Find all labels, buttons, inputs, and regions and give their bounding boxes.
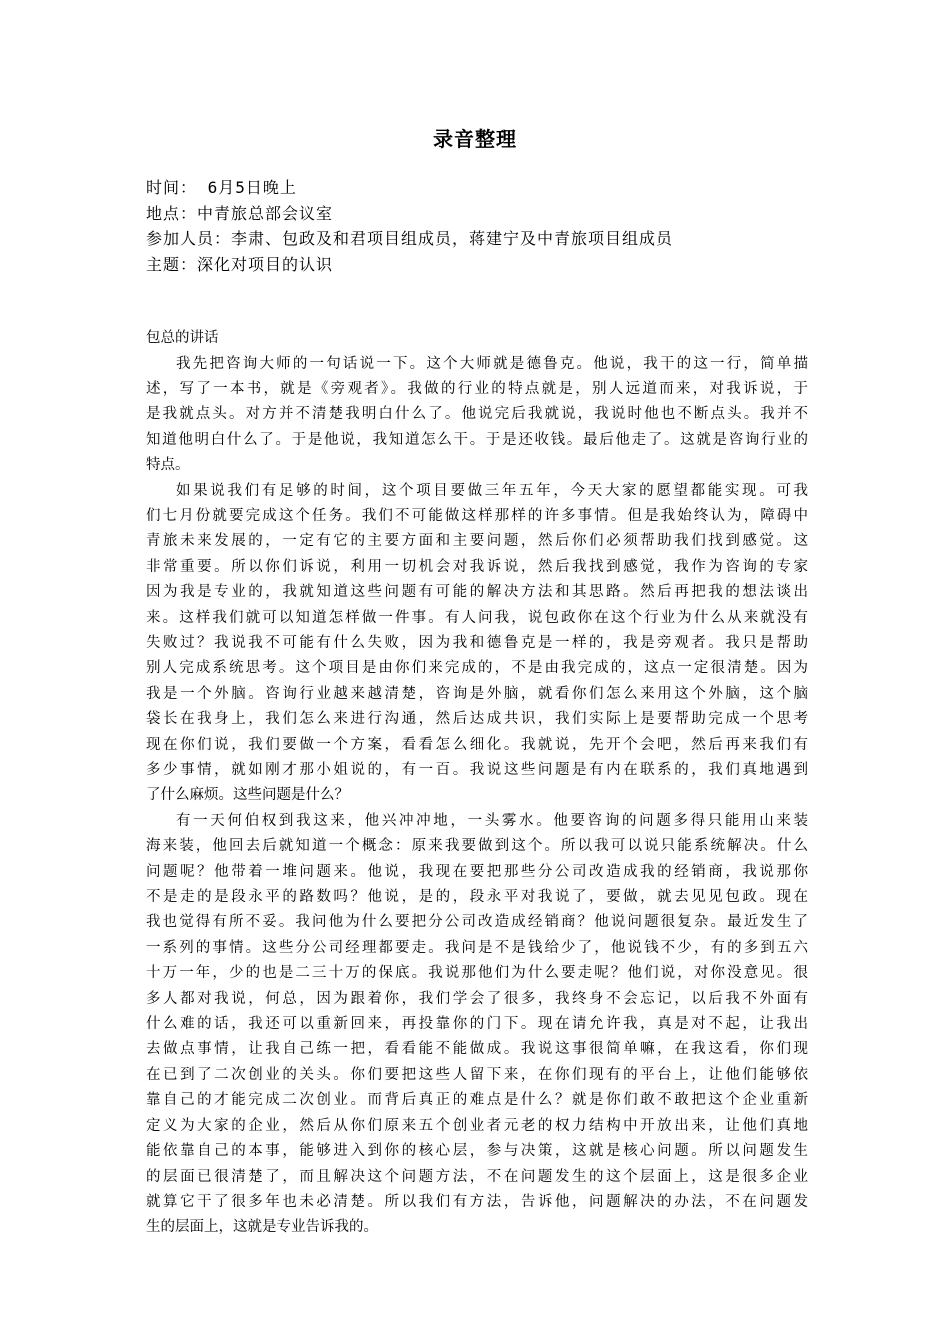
text-line: 在已到了二次创业的关头。你们要把这些人留下来，在你们现有的平台上，让他们能够依: [146, 1066, 808, 1083]
text-line: 靠自己的才能完成二次创业。而背后真正的难点是什么？就是你们敢不敢把这个企业重新: [146, 1092, 808, 1109]
meeting-location: 地点：中青旅总部会议室: [146, 203, 334, 223]
text-line: 生的层面上，这就是专业告诉我的。: [146, 1219, 378, 1236]
meeting-topic: 主题：深化对项目的认识: [146, 254, 334, 274]
paragraph-2: [146, 479, 808, 809]
text-line: 青旅未来发展的，一定有它的主要方面和主要问题，然后你们必须帮助我们找到感觉。这: [146, 533, 808, 550]
text-line: 别人完成系统思考。这个项目是由你们来完成的，不是由我完成的，这点一定很清楚。因为: [146, 660, 808, 677]
text-line: 多人都对我说，何总，因为跟着你，我们学会了很多，我终身不会忘记，以后我不外面有: [146, 990, 808, 1007]
text-line: 一系列的事情。这些分公司经理都要走。我问是不是钱给少了，他说钱不少，有的多到五六: [146, 939, 808, 956]
meeting-participants: 参加人员：李肃、包政及和君项目组成员，蒋建宁及中青旅项目组成员: [146, 229, 674, 248]
text-line: 不是走的是段永平的路数吗？他说，是的，段永平对我说了，要做，就去见见包政。现在: [146, 889, 808, 906]
text-line: 我先把咨询大师的一句话说一下。这个大师就是德鲁克。他说，我干的这一行，简单描: [176, 355, 808, 372]
paragraph-3: [146, 809, 808, 1241]
text-line: 有一天何伯权到我这来，他兴冲冲地，一头雾水。他要咨询的问题多得只能用山来装: [176, 812, 808, 829]
text-line: 现在你们说，我们要做一个方案，看看怎么细化。我就说，先开个会吧，然后再来我们有: [146, 736, 808, 753]
text-line: 袋长在我身上，我们怎么来进行沟通，然后达成共识，我们实际上是要帮助完成一个思考: [146, 711, 808, 728]
text-line: 十万一年，少的也是二三十万的保底。我说那他们为什么要走呢？他们说，对你没意见。很: [146, 965, 808, 982]
text-line: 海来装，他回去后就知道一个概念：原来我要做到这个。所以我可以说只能系统解决。什么: [146, 838, 808, 855]
text-line: 能依靠自己的本事，能够进入到你的核心层，参与决策，这就是核心问题。所以问题发生: [146, 1143, 808, 1160]
text-line: 定义为大家的企业，然后从你们原来五个创业者元老的权力结构中开放出来，让他们真地: [146, 1117, 808, 1134]
text-line: 去做点事情，让我自己练一把，看看能不能做成。我说这事很简单嘛，在我这看，你们现: [146, 1041, 808, 1058]
text-line: 我也觉得有所不妥。我问他为什么要把分公司改造成经销商？他说问题很复杂。最近发生了: [146, 914, 808, 931]
text-line: 我是一个外脑。咨询行业越来越清楚，咨询是外脑，就看你们怎么来用这个外脑，这个脑: [146, 685, 808, 702]
paragraph-1: [146, 352, 808, 479]
text-line: 如果说我们有足够的时间，这个项目要做三年五年，今天大家的愿望都能实现。可我: [176, 482, 808, 499]
text-line: 问题呢？他带着一堆问题来。他说，我现在要把那些分公司改造成我的经销商，我说那你: [146, 863, 808, 880]
text-line: 非常重要。所以你们诉说，利用一切机会对我诉说，然后我找到感觉，我作为咨询的专家: [146, 558, 808, 575]
text-line: 因为我是专业的，我就知道这些问题有可能的解决方法和其思路。然后再把我的想法谈出: [146, 584, 808, 601]
meeting-info: [146, 175, 826, 277]
text-line: 就算它干了很多年也未必清楚。所以我们有方法，告诉他，问题解决的办法，不在问题发: [146, 1193, 808, 1210]
meeting-time: 时间： 6月5日晚上: [146, 178, 297, 197]
document-title: 录音整理: [433, 127, 517, 151]
text-line: 什么难的话，我还可以重新回来，再投靠你的门下。现在请允许我，真是对不起，让我出: [146, 1016, 808, 1033]
speech-section: [146, 326, 808, 1241]
text-line: 知道他明白什么了。于是他说，我知道怎么干。于是还收钱。最后他走了。这就是咨询行业的: [146, 431, 808, 448]
text-line: 多少事情，就如刚才那小姐说的，有一百。我说这些问题是有内在联系的，我们真地遇到: [146, 762, 808, 778]
text-line: 的层面已很清楚了，而且解决这个问题方法，不在问题发生的这个层面上，这是很多企业: [146, 1168, 808, 1185]
speech-heading: 包总的讲话: [146, 330, 219, 346]
text-line: 是我就点头。对方并不清楚我明白什么了。他说完后我就说，我说时他也不断点头。我并不: [146, 406, 808, 423]
text-line: 失败过？我说我不可能有什么失败，因为我和德鲁克是一样的，我是旁观者。我只是帮助: [146, 634, 808, 651]
text-line: 特点。: [146, 457, 190, 474]
text-line: 了什么麻烦。这些问题是什么？: [146, 787, 349, 804]
text-line: 述，写了一本书，就是《旁观者》。我做的行业的特点就是，别人远道而来，对我诉说，于: [146, 380, 808, 397]
text-line: 们七月份就要完成这个任务。我们不可能做这样那样的许多事情。但是我始终认为，障碍中: [146, 507, 808, 524]
text-line: 来。这样我们就可以知道怎样做一件事。有人问我，说包政你在这个行业为什么从来就没有: [146, 609, 808, 626]
